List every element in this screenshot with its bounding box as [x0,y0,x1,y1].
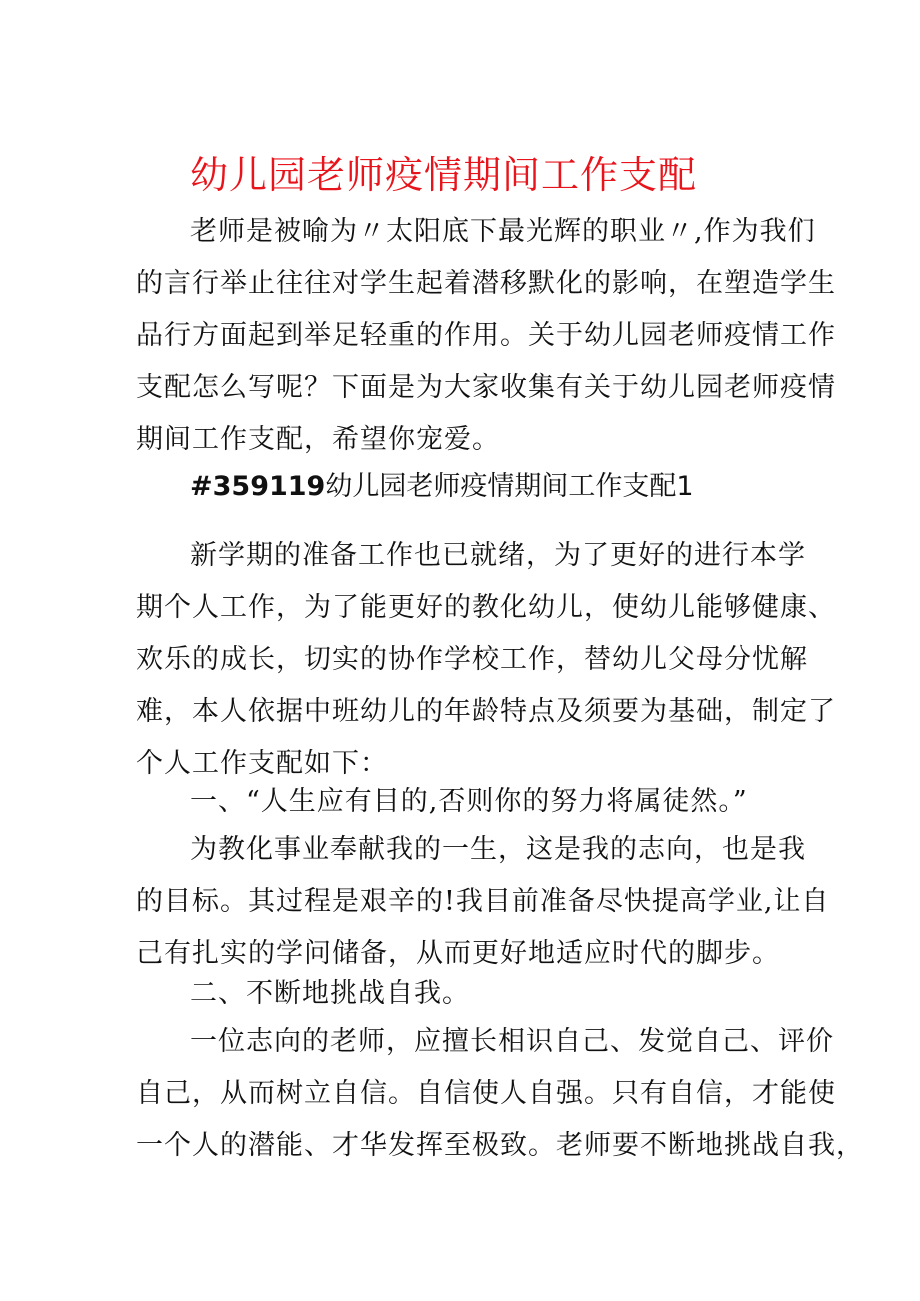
point-2-body [136,1016,864,1172]
paragraph-line: 为教化事业奉献我的一生，这是我的志向，也是我 [190,834,806,865]
point-2-title [190,968,470,1020]
point-2-title-line: 二、不断地挑战自我。 [190,978,470,1009]
paragraph-line: 一位志向的老师，应擅长相识自己、发觉自己、评价 [190,1026,834,1057]
paragraph-line: 期个人工作，为了能更好的教化幼儿，使幼儿能够健康、 [136,592,836,623]
intro-line: 老师是被喻为〃太阳底下最光辉的职业〃,作为我们 [190,216,816,247]
document-title: 幼儿园老师疫情期间工作支配 [190,153,698,197]
paragraph-line: 难，本人依据中班幼儿的年龄特点及须要为基础，制定了 [136,696,836,727]
section-heading-text: 幼儿园老师疫情期间工作支配1 [325,471,694,502]
intro-line: 支配怎么写呢？下面是为大家收集有关于幼儿园老师疫情 [136,372,836,403]
point-1-body [136,824,829,980]
point-1-title [190,776,748,828]
intro-paragraph [136,206,836,466]
paragraph-line: 个人工作支配如下： [136,748,388,779]
paragraph-line: 欢乐的成长，切实的协作学校工作，替幼儿父母分忧解 [136,644,808,675]
paragraph-line: 自己，从而树立自信。自信使人自强。只有自信，才能使 [136,1078,836,1109]
point-1-title-line: 一、“人生应有目的,否则你的努力将属徒然。” [190,786,748,817]
section-heading-number: #359119 [190,471,326,502]
paragraph-line: 新学期的准备工作也已就绪，为了更好的进行本学 [190,540,806,571]
intro-line: 品行方面起到举足轻重的作用。关于幼儿园老师疫情工作 [136,320,836,351]
paragraph-line: 的目标。其过程是艰辛的!我目前准备尽快提高学业,让自 [136,886,830,917]
intro-line: 期间工作支配，希望你宠爱。 [136,424,500,455]
paragraph-line: 己有扎实的学问储备，从而更好地适应时代的脚步。 [136,938,780,969]
intro-line: 的言行举止往往对学生起着潜移默化的影响，在塑造学生 [136,268,836,299]
paragraph-1 [136,530,836,790]
section-heading [190,462,694,512]
paragraph-line: 一个人的潜能、才华发挥至极致。老师要不断地挑战自我， [136,1130,864,1161]
